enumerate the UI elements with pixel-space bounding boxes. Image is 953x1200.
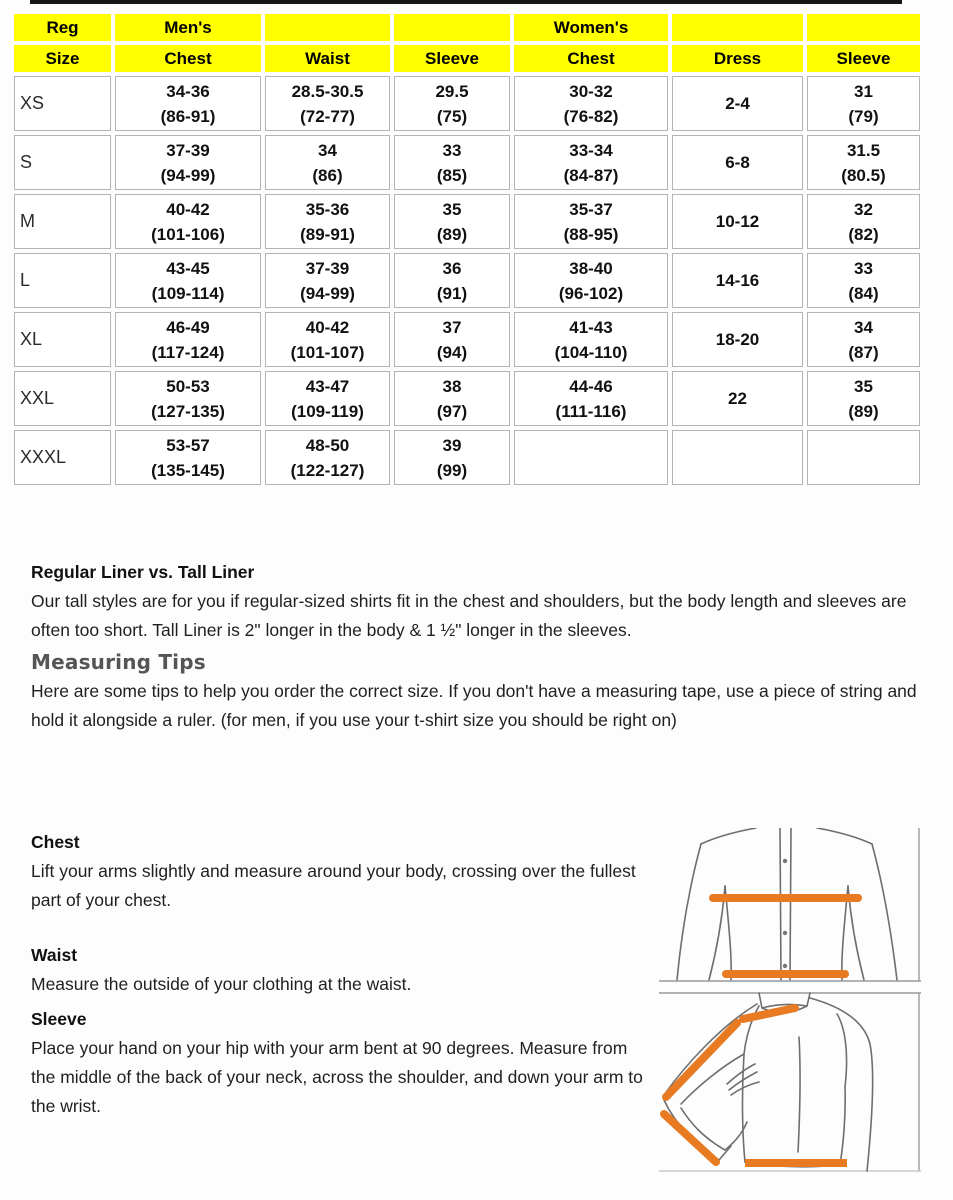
cell-line: 46-49 <box>166 317 210 337</box>
size-label: S <box>14 135 111 190</box>
measuring-tips-body: Here are some tips to help you order the correct size. If you don't have a measuring tape, use a piece of string and hold it alongside a ruler. (for men, if you use your t-shirt size you should be right on) <box>31 681 917 730</box>
cell-line: 30-32 <box>569 81 613 101</box>
cell-line: (104-110) <box>554 342 628 362</box>
table-cell <box>265 371 390 426</box>
cell-line: 34 <box>318 140 337 160</box>
cell-line: 44-46 <box>569 376 613 396</box>
header-cell-mens-chest: Chest <box>115 45 261 72</box>
measuring-tips-title: Measuring Tips <box>31 650 206 674</box>
cell-line: 50-53 <box>166 376 210 396</box>
cell-line: 32 <box>854 199 873 219</box>
table-cell <box>672 194 803 249</box>
table-cell <box>265 194 390 249</box>
table-cell <box>394 135 510 190</box>
cell-line: (76-82) <box>563 106 619 126</box>
cell-line: 2-4 <box>725 94 750 113</box>
cell-line: 29.5 <box>435 81 469 101</box>
cell-line: 35-36 <box>305 199 350 219</box>
cell-line: (75) <box>436 106 468 126</box>
cell-line: (135-145) <box>151 460 225 480</box>
table-cell <box>394 76 510 131</box>
table-row-s <box>14 135 920 190</box>
header-cell-empty <box>672 14 803 41</box>
cell-line: (109-119) <box>291 401 364 421</box>
cell-line: 39 <box>442 435 462 455</box>
cell-line: 22 <box>728 389 747 408</box>
info-text-sections <box>31 558 921 735</box>
cell-line: 35 <box>854 376 873 396</box>
table-cell <box>514 194 668 249</box>
table-cell <box>672 430 803 485</box>
cell-line: (89) <box>848 401 879 421</box>
cell-line: 40-42 <box>166 199 210 219</box>
cell-line: (79) <box>848 106 879 126</box>
cropped-header-edge <box>30 0 902 4</box>
cell-line: 40-42 <box>305 317 350 337</box>
cell-line: 37 <box>442 317 462 337</box>
waist-body: Measure the outside of your clothing at the waist. <box>31 974 412 994</box>
table-cell <box>394 253 510 308</box>
cell-line: (101-107) <box>290 342 365 362</box>
sleeve-measure-line <box>664 1008 795 1162</box>
size-label: XXL <box>14 371 111 426</box>
table-row-xs <box>14 76 920 131</box>
cell-line: 14-16 <box>715 271 760 290</box>
cell-line: 33 <box>854 258 873 278</box>
cell-line: 33 <box>442 140 462 160</box>
chest-body: Lift your arms slightly and measure around your body, crossing over the fullest part of your chest. <box>31 861 636 910</box>
cell-line: (127-135) <box>151 401 225 421</box>
table-cell <box>115 430 261 485</box>
table-cell <box>807 253 920 308</box>
size-table <box>10 10 924 489</box>
table-cell <box>265 430 390 485</box>
table-cell <box>265 135 390 190</box>
table-cell <box>394 312 510 367</box>
cell-line: 41-43 <box>569 317 613 337</box>
table-cell <box>265 253 390 308</box>
chest-waist-diagram-image <box>659 828 921 985</box>
table-cell <box>672 253 803 308</box>
table-cell <box>514 430 668 485</box>
chest-block <box>31 828 649 915</box>
cell-line: (86-91) <box>160 106 216 126</box>
sleeve-body: Place your hand on your hip with your arm bent at 90 degrees. Measure from the middle of the back of your neck, across the shoulder, and down your arm to the wrist. <box>31 1038 643 1116</box>
cell-line: 33-34 <box>569 140 613 160</box>
cell-line: (111-116) <box>555 401 627 421</box>
header-cell-mens: Men's <box>115 14 261 41</box>
header-cell-empty <box>265 14 390 41</box>
table-cell <box>394 430 510 485</box>
header-cell-waist: Waist <box>265 45 390 72</box>
table-cell <box>115 312 261 367</box>
table-row-xxl <box>14 371 920 426</box>
table-cell <box>265 312 390 367</box>
table-row-l <box>14 253 920 308</box>
cell-line: 35 <box>442 199 462 219</box>
table-cell <box>115 194 261 249</box>
cell-line: (117-124) <box>151 342 225 362</box>
table-cell <box>514 135 668 190</box>
table-row-xxxl <box>14 430 920 485</box>
table-cell <box>807 312 920 367</box>
table-cell <box>807 371 920 426</box>
table-cell <box>394 371 510 426</box>
cell-line: 38 <box>442 376 462 396</box>
cell-line: (94-99) <box>160 165 216 185</box>
cell-line: 34-36 <box>166 81 210 101</box>
table-cell <box>807 135 920 190</box>
cell-line: 6-8 <box>725 153 750 172</box>
cell-line: (94) <box>436 342 468 362</box>
size-label: XL <box>14 312 111 367</box>
table-cell <box>514 371 668 426</box>
header-cell-size: Size <box>14 45 111 72</box>
chest-title: Chest <box>31 832 80 852</box>
cell-line: (94-99) <box>300 283 355 303</box>
header-cell-dress: Dress <box>672 45 803 72</box>
waist-title: Waist <box>31 945 78 965</box>
table-cell <box>672 312 803 367</box>
cell-line: 37-39 <box>166 140 210 160</box>
table-cell <box>115 76 261 131</box>
table-cell <box>115 253 261 308</box>
header-cell-empty <box>807 14 920 41</box>
table-cell <box>807 76 920 131</box>
sleeve-diagram-image <box>659 992 921 1172</box>
cell-line: 31.5 <box>846 140 881 160</box>
cell-line: (82) <box>848 224 879 244</box>
table-cell <box>265 76 390 131</box>
table-cell <box>514 253 668 308</box>
cell-line: 48-50 <box>305 435 350 455</box>
cell-line: 18-20 <box>715 330 760 349</box>
cell-line: 36 <box>442 258 462 278</box>
cell-line: (84) <box>848 283 879 303</box>
cell-line: 35-37 <box>569 199 613 219</box>
header-cell-womens: Women's <box>514 14 668 41</box>
cell-line: 37-39 <box>305 258 350 278</box>
cell-line: (122-127) <box>290 460 365 480</box>
cell-line: (86) <box>312 165 343 185</box>
measuring-guide-text <box>31 828 649 1172</box>
table-row-m <box>14 194 920 249</box>
cell-line: (89-91) <box>300 224 355 244</box>
table-row-xl <box>14 312 920 367</box>
diagram-gap <box>659 985 921 992</box>
table-cell <box>672 76 803 131</box>
table-header-row-groups <box>14 14 920 41</box>
table-header-row-columns <box>14 45 920 72</box>
shirt-buttons <box>783 859 787 968</box>
cell-line: (85) <box>436 165 468 185</box>
table-cell <box>394 194 510 249</box>
cell-line: 28.5-30.5 <box>291 81 364 101</box>
table-cell <box>672 135 803 190</box>
table-cell <box>807 194 920 249</box>
cell-line: 31 <box>854 81 873 101</box>
cell-line: 38-40 <box>569 258 613 278</box>
cell-line: (101-106) <box>151 224 225 244</box>
cell-line: (89) <box>436 224 468 244</box>
shirt-outline <box>677 828 897 980</box>
table-cell <box>115 135 261 190</box>
size-label: XS <box>14 76 111 131</box>
table-cell <box>115 371 261 426</box>
cell-line: (99) <box>436 460 468 480</box>
cell-line: (87) <box>848 342 879 362</box>
cell-line: (97) <box>436 401 468 421</box>
sleeve-title: Sleeve <box>31 1009 87 1029</box>
header-cell-reg: Reg <box>14 14 111 41</box>
regular-vs-tall-body: Our tall styles are for you if regular-sized shirts fit in the chest and shoulders, but the body length and sleeves are often too short. Tall Liner is 2" longer in the body & 1 ½" longer in the sleeves. <box>31 591 907 640</box>
header-cell-mens-sleeve: Sleeve <box>394 45 510 72</box>
waist-block <box>31 941 649 999</box>
table-cell <box>514 312 668 367</box>
cell-line: (80.5) <box>841 165 886 185</box>
size-label: XXXL <box>14 430 111 485</box>
sleeve-block <box>31 1005 649 1121</box>
header-cell-womens-sleeve: Sleeve <box>807 45 920 72</box>
header-cell-womens-chest: Chest <box>514 45 668 72</box>
cell-line: 43-45 <box>166 258 210 278</box>
measurement-diagrams <box>659 828 921 1172</box>
cell-line: (72-77) <box>300 106 355 126</box>
table-cell <box>514 76 668 131</box>
regular-vs-tall-title: Regular Liner vs. Tall Liner <box>31 562 255 582</box>
cell-line: (91) <box>436 283 468 303</box>
cell-line: (96-102) <box>558 283 624 303</box>
measuring-guide-area <box>31 828 921 1172</box>
table-cell <box>807 430 920 485</box>
cell-line: (84-87) <box>563 165 619 185</box>
header-cell-empty <box>394 14 510 41</box>
size-label: M <box>14 194 111 249</box>
cell-line: (109-114) <box>151 283 225 303</box>
cell-line: 34 <box>854 317 873 337</box>
table-cell <box>672 371 803 426</box>
cell-line: 53-57 <box>166 435 210 455</box>
cell-line: 43-47 <box>305 376 350 396</box>
cell-line: (88-95) <box>563 224 619 244</box>
cell-line: 10-12 <box>715 212 760 231</box>
size-label: L <box>14 253 111 308</box>
